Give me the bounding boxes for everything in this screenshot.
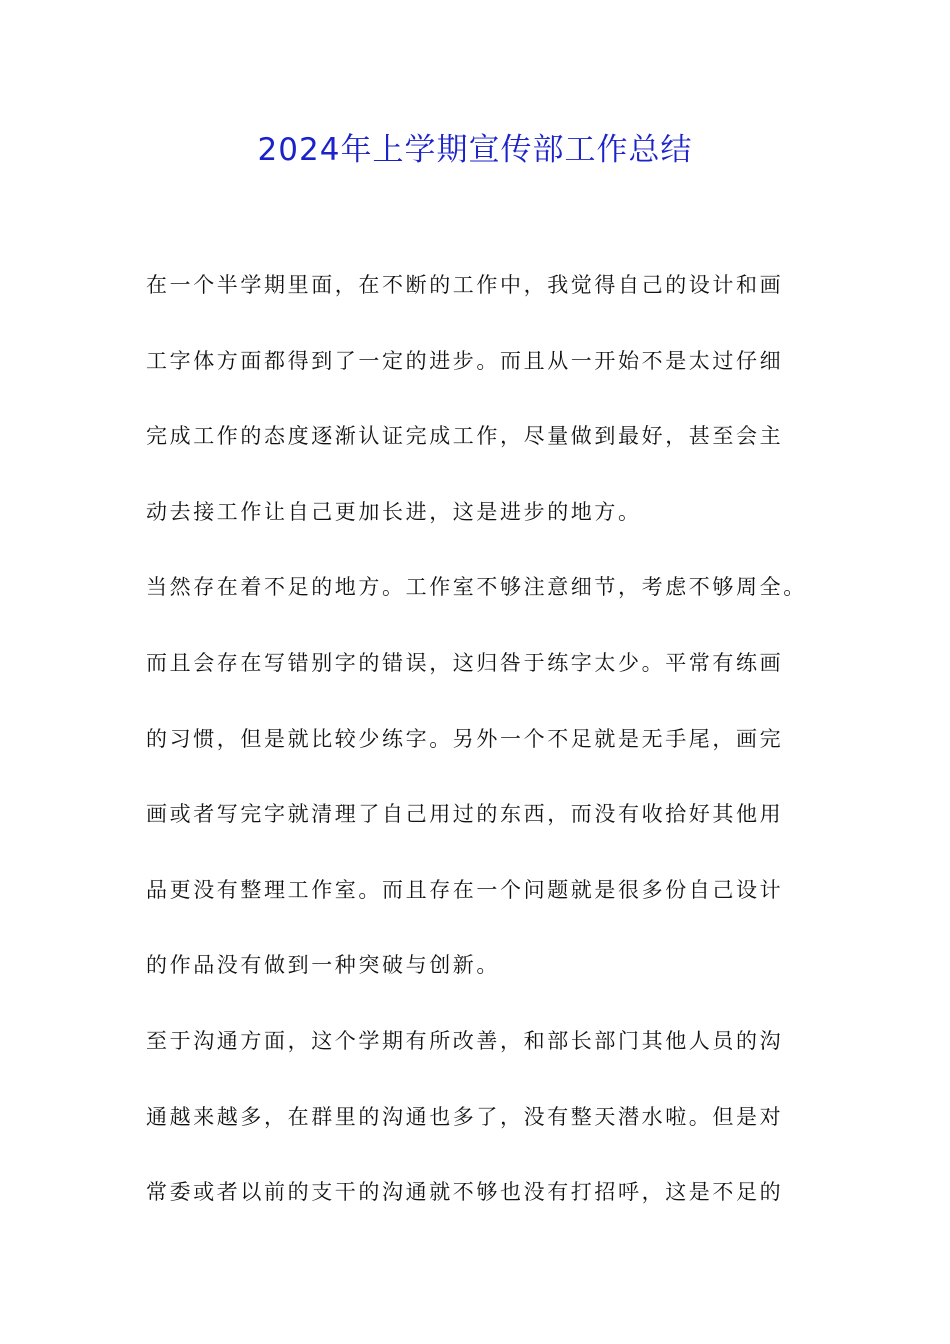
body-line-13: 常委或者以前的支干的沟通就不够也没有打招呼，这是不足的 — [146, 1180, 784, 1205]
body-line-8: 画或者写完字就清理了自己用过的东西，而没有收拾好其他用 — [146, 802, 784, 827]
body-line-5: 当然存在着不足的地方。工作室不够注意细节，考虑不够周全。 — [146, 575, 807, 600]
body-line-1: 在一个半学期里面，在不断的工作中，我觉得自己的设计和画 — [146, 273, 784, 297]
document-title: 2024年上学期宣传部工作总结 — [257, 132, 693, 168]
body-line-9: 品更没有整理工作室。而且存在一个问题就是很多份自己设计 — [146, 877, 784, 902]
body-line-12: 通越来越多，在群里的沟通也多了，没有整天潜水啦。但是对 — [146, 1104, 784, 1129]
body-line-2: 工字体方面都得到了一定的进步。而且从一开始不是太过仔细 — [146, 348, 784, 373]
body-line-7: 的习惯，但是就比较少练字。另外一个不足就是无手尾，画完 — [146, 726, 784, 751]
document-body — [146, 266, 826, 1249]
body-line-11: 至于沟通方面，这个学期有所改善，和部长部门其他人员的沟 — [146, 1028, 784, 1053]
body-line-10: 的作品没有做到一种突破与创新。 — [146, 953, 500, 978]
body-line-4: 动去接工作让自己更加长进，这是进步的地方。 — [146, 499, 642, 524]
body-line-3: 完成工作的态度逐渐认证完成工作，尽量做到最好，甚至会主 — [146, 424, 784, 449]
body-line-6: 而且会存在写错别字的错误，这归咎于练字太少。平常有练画 — [146, 650, 784, 675]
